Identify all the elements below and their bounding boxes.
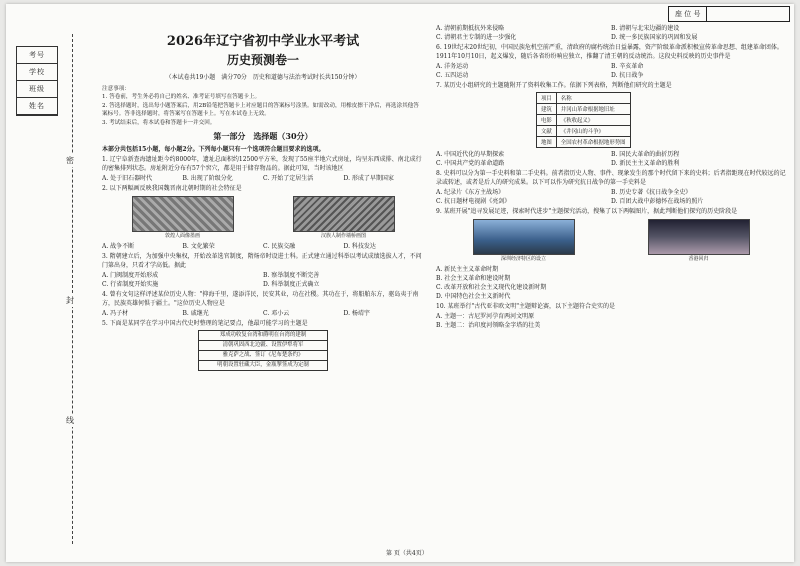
seal-line <box>72 34 73 544</box>
figure <box>132 196 234 239</box>
option: A. 洋务运动 <box>436 63 469 70</box>
table-cell: 井冈山革命根据地旧址 <box>556 104 630 115</box>
exam-title: 2026年辽宁省初中学业水平考试 <box>166 34 360 49</box>
figure-caption: 敦煌人面像墨画 <box>164 233 200 240</box>
figure <box>293 196 395 239</box>
option: C. 邓小云 <box>263 310 290 318</box>
table-cell: 全国农村革命根据地形势图 <box>556 137 630 148</box>
exam-subtitle: 历史预测卷一 <box>226 53 299 67</box>
note-line: 清朝巩固西北边疆、设置伊犁将军 <box>199 341 327 351</box>
question-text: 10. 某班举行"古代亚非欧文明"主题辩论赛，以下主题符合史实的是 <box>436 303 615 310</box>
option: C. 开始了定居生活 <box>263 175 314 183</box>
figure-image <box>293 196 395 232</box>
table-header-cell: 名称 <box>556 93 630 104</box>
question-3 <box>102 252 424 289</box>
field-school: 学校 <box>17 64 57 81</box>
option: A. 门阀制度开始形成 <box>102 272 159 280</box>
page-footer: 第 页（共4页） <box>386 550 428 557</box>
option: B. 社会主义革命和建设时期 <box>436 275 511 282</box>
seal-char-xian: 线 <box>66 416 74 425</box>
question-7 <box>436 81 786 168</box>
option: C. 民族交融 <box>263 243 296 251</box>
question-10 <box>436 302 786 330</box>
note-line: 郑成功收复台湾和爵明在台湾的建制 <box>199 331 327 341</box>
question-text: 6. 19世纪末20世纪初，中国民族危机空前严重，清政府的腐朽统治日益暴露，资产阶级革命派积极宣传革命思想、组建革命团体。1911年10月10日，起义爆发，随后各省纷纷响应独立，推翻了清王朝的反动统治。这段史料反映的历史事件是 <box>436 44 783 60</box>
option: C. 中国共产党的革命道路 <box>436 160 505 167</box>
table-cell: 建筑 <box>537 104 557 115</box>
table-cell: 《井冈山的斗争》 <box>556 126 630 137</box>
table-header-row <box>537 93 631 104</box>
note-line: 明朝设置驻藏大臣，金瓶掣签成为定制 <box>217 362 309 369</box>
table-cell: 文献 <box>537 126 557 137</box>
notice-line: 注意事项： <box>102 86 130 92</box>
option: B. 察举制度不断完善 <box>263 272 320 280</box>
exam-sheet <box>6 4 794 562</box>
part1-title: 第一部分 选择题（30分） <box>213 131 313 142</box>
option: A. 中国近代化的早期探索 <box>436 151 505 158</box>
option: D. 百团大战中彭德怀在战场的照片 <box>611 198 704 205</box>
question-text: 5. 下面是某同学在学习中国古代史时整理的笔记要点，他最可能学习的主题是 <box>102 320 308 328</box>
notice-line: 1. 答卷前，考生务必将自己的姓名、准考证号填写在答题卡上。 <box>102 94 261 101</box>
question-text: 1. 辽宁阜新查海遗址距今约8000年，遗址总面积约12500平方米，发现了55座半地穴式房址，均呈东西成排、南北成行的密集排列状态。房址附近分布有57个窖穴，都是用于储存物品的。据此可知，当时该地区 <box>102 156 422 173</box>
figure-image <box>648 219 750 255</box>
option: A. 清朝前期抵抗外来侵略 <box>436 25 505 32</box>
binding-strip <box>29 34 80 544</box>
table-cell: 电影 <box>537 115 557 126</box>
seat-label: 座 位 号 <box>669 7 707 21</box>
option: A. 处于旧石器时代 <box>102 175 153 183</box>
option: D. 杨靖宇 <box>343 310 370 318</box>
option: C. 抗日题材电视剧《亮剑》 <box>436 198 511 205</box>
table-row <box>537 104 631 115</box>
option: A. 主题一：古尼罗河孕育两河文明原 <box>436 313 535 320</box>
question-6 <box>436 43 786 80</box>
question-9 <box>436 207 786 301</box>
table-header-cell: 项目 <box>537 93 557 104</box>
field-name: 姓名 <box>17 98 57 115</box>
left-column <box>102 12 424 373</box>
option: A. 冯子材 <box>102 310 129 318</box>
question-5 <box>102 319 424 371</box>
option: B. 国民大革命的曲折历程 <box>611 151 680 158</box>
option: A. 纪录片《东方主战场》 <box>436 189 505 196</box>
notice-line: 2. 答选择题时，选出每小题答案后，用2B铅笔把答题卡上对应题目的答案标号涂黑。如需改动，用橡皮擦干净后，再选涂其他答案标号。答非选择题时，将答案写在答题卡上。写在本试卷上无效。 <box>102 102 419 118</box>
part1-desc: 本部分共包括15小题，每小题2分。下列每小题只有一个选项符合题目要求的选项。 <box>102 146 325 154</box>
notes-box <box>198 330 328 371</box>
figure <box>648 219 750 262</box>
table-row <box>537 126 631 137</box>
seal-char-feng: 封 <box>66 296 74 305</box>
question-8 <box>436 169 786 206</box>
notice-block <box>102 85 424 127</box>
option: C. 行省制度开始实施 <box>102 281 159 289</box>
table-cell: 地图 <box>537 137 557 148</box>
materials-table <box>536 92 631 148</box>
table-row <box>537 115 631 126</box>
question-2 <box>102 184 424 251</box>
option: C. 改革开放和社会主义现代化建设新时期 <box>436 284 547 291</box>
q5-options <box>436 24 786 42</box>
exam-info: （本试卷共19小题 满分70分 历史和道德与法治考试时长共150分钟） <box>165 74 361 81</box>
question-text: 7. 某历史小组研究的主题随附开了资料收集工作。依据下列表格，判断他们研究的主题是 <box>436 82 672 89</box>
figure-image <box>473 219 575 255</box>
option: D. 统一多民族国家的巩固和发展 <box>611 34 698 41</box>
option: D. 科举制度正式确立 <box>263 281 320 289</box>
option: D. 中国特色社会主义新时代 <box>436 293 511 300</box>
question-text: 9. 某班开展"追寻发展足迹，探索时代进步"主题探究活动，搜集了以下两幅图片，据此判断他们探究的历史阶段是 <box>436 208 738 215</box>
question-text: 2. 以下两幅画反映我国魏晋南北朝时期的社会特征是 <box>102 185 242 193</box>
option: B. 戚继光 <box>182 310 209 318</box>
option: B. 出现了阶级分化 <box>182 175 233 183</box>
question-text: 3. 隋朝建立后，为加强中央集权，开始改革选官制度，隋炀帝时设进士科。正式建立通过科举以考试成绩选拔人才，不问门第出身，只看才学高低。据此 <box>102 253 422 270</box>
question-text: 4. 曾有文句这样评述某位历史人物："抑海千里，遂添洋民，民安其业，功在社稷。其功在于，将船舶东方，驱岛夷于南方，民族英雄何惧于疆土。"这位历史人物应是 <box>102 291 419 308</box>
figure-caption: 香港回归 <box>688 256 709 262</box>
field-class: 班级 <box>17 81 57 98</box>
table-cell: 《秋收起义》 <box>556 115 630 126</box>
field-exam-number: 考号 <box>17 47 57 64</box>
option: D. 形成了早期国家 <box>343 175 394 183</box>
notice-line: 3. 考试结束后，将本试卷和答题卡一并交回。 <box>102 119 216 126</box>
question-1 <box>102 155 424 183</box>
right-column <box>436 12 786 330</box>
figure <box>473 219 575 262</box>
option: B. 辛亥革命 <box>611 63 644 70</box>
option: D. 抗日战争 <box>611 72 644 79</box>
note-line: 雅克萨之战、签订《尼布楚条约》 <box>199 351 327 361</box>
option: A. 新民主主义革命时期 <box>436 266 499 273</box>
figure-caption: 汉族人制作墙桥画图 <box>320 233 366 240</box>
student-info-box <box>16 46 58 116</box>
option: C. 五四运动 <box>436 72 469 79</box>
option: A. 战争不断 <box>102 243 135 251</box>
option: C. 清朝君主专制的进一步强化 <box>436 34 517 41</box>
figure-caption: 深圳经济特区的设立 <box>500 256 546 262</box>
question-text: 8. 史料可以分为第一手史料和第二手史料。前者指历史人物、事件、现象发生的那个时代留下来的史料；后者指距现在时代较远的记录或转述，或者是后人的研究成果。以下可以作为研究抗日战争的第一手史料是 <box>436 170 786 186</box>
figure-image <box>132 196 234 232</box>
option: D. 新民主主义革命的胜利 <box>611 160 680 167</box>
option: B. 清朝与北宋边疆的建设 <box>611 25 680 32</box>
table-row <box>537 137 631 148</box>
seal-char-mi: 密 <box>66 156 74 165</box>
question-4 <box>102 290 424 318</box>
option: B. 主题二：治印度河领略金字塔的壮美 <box>436 322 541 329</box>
option: B. 文化繁荣 <box>182 243 215 251</box>
option: B. 历史专著《抗日战争全史》 <box>611 189 692 196</box>
option: D. 科技发达 <box>343 243 376 251</box>
